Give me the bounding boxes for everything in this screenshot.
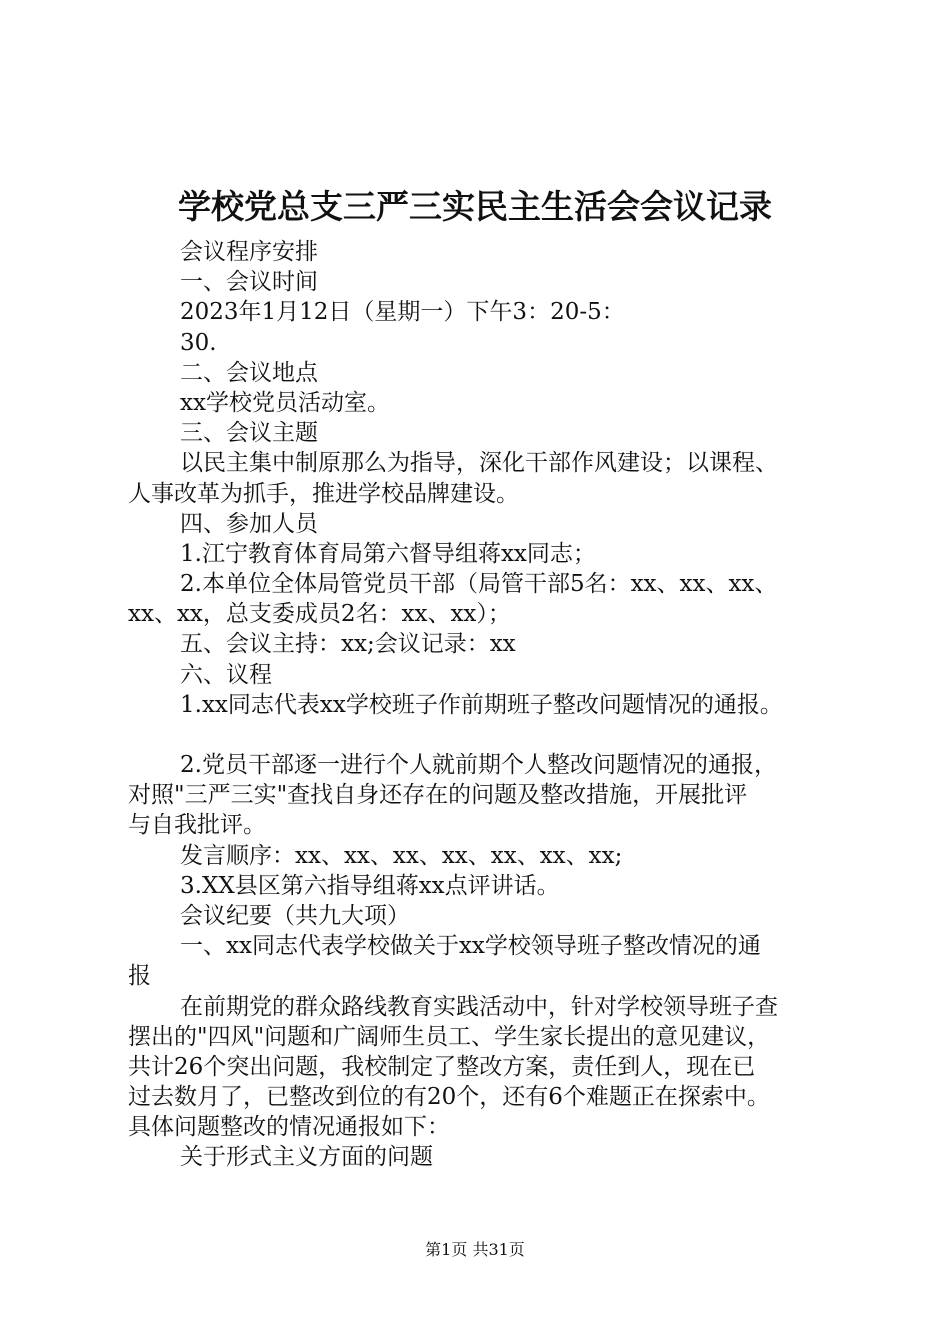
text-line: 与自我批评。	[128, 812, 266, 839]
page-footer: 第1页 共31页	[425, 1240, 525, 1259]
document-body	[128, 237, 840, 1173]
text-line: 1.江宁教育体育局第六督导组蒋xx同志；	[180, 540, 596, 567]
text-line: 以民主集中制原那么为指导，深化干部作风建设；以课程、	[180, 450, 778, 477]
text-line: 关于形式主义方面的问题	[180, 1144, 433, 1171]
text-line: 一、会议时间	[180, 269, 318, 296]
text-line: 2.本单位全体局管党员干部（局管干部5名：xx、xx、xx、	[180, 571, 778, 598]
text-line: 对照"三严三实"查找自身还存在的问题及整改措施，开展批评	[128, 782, 748, 809]
text-line: 报	[128, 963, 151, 990]
text-line: 四、参加人员	[180, 510, 318, 537]
text-line: 发言顺序：xx、xx、xx、xx、xx、xx、xx;	[180, 842, 623, 869]
text-line: 3.XX县区第六指导组蒋xx点评讲话。	[180, 872, 560, 899]
text-line: 共计26个突出问题，我校制定了整改方案，责任到人，现在已	[128, 1053, 756, 1080]
text-line: 五、会议主持：xx;会议记录：xx	[180, 631, 516, 658]
text-line: 在前期党的群众路线教育实践活动中，针对学校领导班子查	[180, 993, 778, 1020]
text-line: 六、议程	[180, 661, 272, 688]
text-line: 二、会议地点	[180, 359, 318, 386]
document-title: 学校党总支三严三实民主生活会会议记录	[178, 187, 772, 226]
paragraph-gap	[128, 720, 840, 750]
text-line: 会议纪要（共九大项）	[180, 902, 410, 929]
text-line: xx、xx，总支委成员2名：xx、xx）；	[128, 601, 511, 628]
text-line: 人事改革为抓手，推进学校品牌建设。	[128, 480, 519, 507]
text-line: 2.党员干部逐一进行个人就前期个人整改问题情况的通报，	[180, 752, 777, 778]
text-line: 具体问题整改的情况通报如下：	[128, 1114, 450, 1141]
text-line: 30.	[180, 329, 217, 356]
text-line: 一、xx同志代表学校做关于xx学校领导班子整改情况的通	[180, 933, 761, 960]
text-line: 1.xx同志代表xx学校班子作前期班子整改问题情况的通报。	[180, 691, 783, 718]
text-line: 过去数月了，已整改到位的有20个，还有6个难题正在探索中。	[128, 1084, 770, 1111]
text-line: 三、会议主题	[180, 420, 318, 447]
text-line: xx学校党员活动室。	[180, 389, 390, 416]
text-line: 会议程序安排	[180, 239, 318, 265]
text-line: 2023年1月12日（星期一）下午3：20-5：	[180, 299, 625, 326]
text-line: 摆出的"四风"问题和广阔师生员工、学生家长提出的意见建议，	[128, 1023, 771, 1050]
